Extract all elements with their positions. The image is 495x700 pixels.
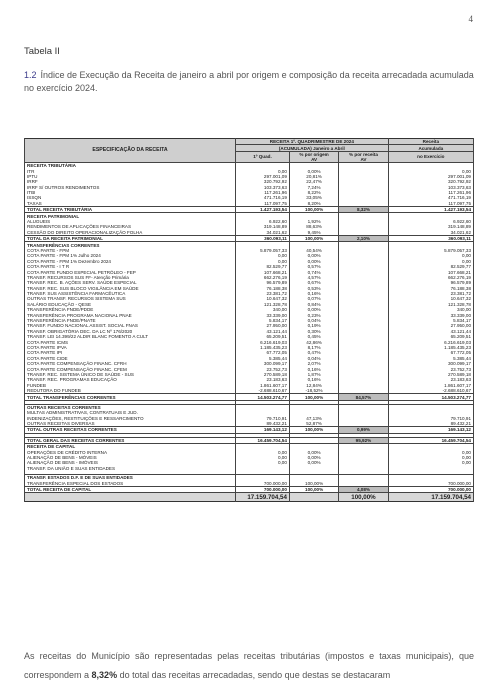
row-pct-origin: 8,17% xyxy=(289,345,338,350)
row-pct-origin: 52,87% xyxy=(289,421,338,427)
row-pct-origin: 0,47% xyxy=(289,350,338,355)
row-pct-origin: 2,07% xyxy=(289,361,338,366)
header-receita: Receita xyxy=(388,139,473,145)
header-exercicio: no Exercício xyxy=(388,151,473,162)
header-pct-origin: % por origem AV xyxy=(289,151,338,162)
header-specification: ESPECIFICAÇÃO DA RECEITA xyxy=(25,139,236,163)
row-value: 0,00 xyxy=(236,455,290,460)
row-value: 270.589,18 xyxy=(236,372,290,377)
grand-total-pct: 100,00% xyxy=(339,493,388,502)
row-value: 700.000,00 xyxy=(236,480,290,486)
row-pct-origin: 0,00% xyxy=(289,450,338,455)
row-label: TRANSFERÊNCIA ESPECIAL DOS ESTADOS xyxy=(25,480,236,486)
row-accumulated: 89.432,21 xyxy=(388,421,473,427)
table-heading: Tabela II xyxy=(24,46,60,57)
row-label: TRANSF. FUNDO NACIONAL ASSIST. SOCIAL FNAS xyxy=(25,323,236,328)
row-accumulated: 43.121,44 xyxy=(388,329,473,334)
row-pct-receita: 2,10% xyxy=(339,236,388,242)
row-value: 340,00 xyxy=(236,307,290,312)
row-pct-origin: 100,00% xyxy=(289,236,338,242)
row-label: TRANSF. ESTADOS D.F. E DE SUAS ENTIDADES xyxy=(25,475,236,481)
row-pct-origin: 100,00% xyxy=(289,394,338,400)
row-value: 471.716,19 xyxy=(236,195,290,200)
row-pct-origin: 0,45% xyxy=(289,334,338,339)
row-pct-origin: 88,63% xyxy=(289,224,338,229)
row-label: INDENIZAÇÕES, RESTITUIÇÕES E RESSARCIMENTO xyxy=(25,416,236,421)
row-label: TRANSFERÊNCIAS CORRENTES xyxy=(25,242,236,248)
row-pct-origin: 0,16% xyxy=(289,366,338,371)
row-value: -2.688.610,67 xyxy=(236,388,290,394)
revenue-table xyxy=(24,138,474,502)
row-label: TRANSFERÊNCIA PROGRAMA NACIONAL PNAE xyxy=(25,313,236,318)
row-pct-origin: 0,04% xyxy=(289,318,338,323)
row-pct-origin: 8,22% xyxy=(289,190,338,195)
section-number: 1.2 xyxy=(24,70,37,80)
row-pct-origin: 0,16% xyxy=(289,291,338,296)
row-pct-origin: 0,16% xyxy=(289,377,338,382)
row-value: 43.121,44 xyxy=(236,329,290,334)
row-pct-origin: 0,30% xyxy=(289,329,338,334)
row-pct-origin: 1,87% xyxy=(289,372,338,377)
row-accumulated: -2.688.610,67 xyxy=(388,388,473,394)
row-label: TRANSF. DA UNIÃO E SUAS ENTIDADES xyxy=(25,466,236,471)
row-label: COTA PARTE IPI xyxy=(25,350,236,355)
row-pct-origin: 0,53% xyxy=(289,286,338,291)
row-value: 121.328,78 xyxy=(236,302,290,307)
row-pct-origin: 0,00% xyxy=(289,168,338,173)
row-value: 33.339,00 xyxy=(236,313,290,318)
row-label: SALÁRIO EDUCAÇÃO - QESE xyxy=(25,302,236,307)
row-pct-origin: 100,00% xyxy=(289,480,338,486)
row-label: ALUGUEIS xyxy=(25,219,236,224)
grand-total-row xyxy=(25,493,474,502)
row-accumulated: 6.922,60 xyxy=(388,219,473,224)
row-pct-origin: 0,57% xyxy=(289,264,338,269)
row-pct-origin: 0,74% xyxy=(289,269,338,274)
row-pct-origin: 9,45% xyxy=(289,230,338,236)
row-value: 6.922,60 xyxy=(236,219,290,224)
row-label: TOTAL RECEITA TRIBUTÁRIA xyxy=(25,207,236,213)
row-label: ALIENAÇÃO DE BENS - IMÓVEIS xyxy=(25,460,236,465)
row-accumulated: 300.099,17 xyxy=(388,361,473,366)
row-accumulated: 270.589,18 xyxy=(388,372,473,377)
row-value: 297.001,09 xyxy=(236,174,290,179)
row-accumulated: 320.792,92 xyxy=(388,179,473,184)
grand-total-accum: 17.159.704,54 xyxy=(388,493,473,502)
row-label: OUTRAS RECEITAS DIVERSAS xyxy=(25,421,236,427)
row-pct-receita: 95,92% xyxy=(339,437,388,443)
header-period-sub: (ACUMULADA) Janeiro a Abril xyxy=(236,145,389,151)
row-pct-origin: 0,00% xyxy=(289,253,338,258)
row-accumulated: 14.503.274,77 xyxy=(388,394,473,400)
row-value: 1.427.193,54 xyxy=(236,207,290,213)
highlight-percent: 8,32% xyxy=(91,670,118,680)
row-accumulated: 117.261,96 xyxy=(388,190,473,195)
row-value: 1.861.607,17 xyxy=(236,383,290,388)
row-label: TOTAL RECEITA DE CAPITAL xyxy=(25,486,236,492)
row-value: 6.216.619,03 xyxy=(236,339,290,344)
row-pct-origin: 20,81% xyxy=(289,174,338,179)
row-accumulated: 65.209,51 xyxy=(388,334,473,339)
header-pct-receita: % por receita AV xyxy=(339,151,388,162)
row-label: MULTAS ADMINISTRATIVAS, CONTRATUAIS E JUD. xyxy=(25,410,236,415)
row-accumulated: 1.185.435,23 xyxy=(388,345,473,350)
row-label: ISSQN xyxy=(25,195,236,200)
row-label: ALIENAÇÃO DE BENS - MÓVEIS xyxy=(25,455,236,460)
row-pct-receita: 0,99% xyxy=(339,427,388,433)
row-label: COTA PARTE - I T R xyxy=(25,264,236,269)
header-period: RECEITA 1º. QUADRIMESTRE DE 2024 xyxy=(236,139,389,145)
row-value: 23.752,73 xyxy=(236,366,290,371)
row-label: OPERAÇÕES DE CRÉDITO INTERNA xyxy=(25,450,236,455)
row-pct-origin: 33,05% xyxy=(289,195,338,200)
row-accumulated: 34.021,62 xyxy=(388,230,473,236)
row-value: 5.879.057,33 xyxy=(236,248,290,253)
row-pct-origin: 0,00% xyxy=(289,307,338,312)
row-value: 300.099,17 xyxy=(236,361,290,366)
row-label: TRANSF. REC. PROGRAMAS EDUCAÇÃO xyxy=(25,377,236,382)
row-label: RECEITA DE CAPITAL xyxy=(25,444,236,450)
row-accumulated: 0,00 xyxy=(388,455,473,460)
row-accumulated: 5.834,17 xyxy=(388,318,473,323)
row-accumulated: 79.710,91 xyxy=(388,416,473,421)
section-subtitle-text: Índice de Execução da Receita de janeiro a abril por origem e composição da receita arrecadada acumulada no exercício 2024. xyxy=(24,70,474,93)
row-accumulated: 471.716,19 xyxy=(388,195,473,200)
row-label: COTA PARTE COMPENSAÇÃO FINANC. CFRH xyxy=(25,361,236,366)
row-accumulated: 33.339,00 xyxy=(388,313,473,318)
row-accumulated: 23.752,73 xyxy=(388,366,473,371)
row-value: 117.097,75 xyxy=(236,201,290,207)
row-value: 103.373,63 xyxy=(236,185,290,190)
row-accumulated: 169.143,12 xyxy=(388,427,473,433)
row-accumulated: 340,00 xyxy=(388,307,473,312)
row-pct-origin: 4,57% xyxy=(289,275,338,280)
row-accumulated: 700.000,00 xyxy=(388,486,473,492)
row-accumulated: 103.373,63 xyxy=(388,185,473,190)
row-accumulated: 700.000,00 xyxy=(388,480,473,486)
row-value: 23.381,72 xyxy=(236,291,290,296)
row-pct-origin: 0,67% xyxy=(289,280,338,285)
row-value: 319.148,89 xyxy=(236,224,290,229)
row-label: CESSÃO DO DIREITO OPERACIONALIZAÇÃO FOLHA xyxy=(25,230,236,236)
row-value: 34.021,62 xyxy=(236,230,290,236)
row-pct-origin: 7,24% xyxy=(289,185,338,190)
row-label: COTA PARTE - FPM xyxy=(25,248,236,253)
row-pct-origin: -18,52% xyxy=(289,388,338,394)
row-accumulated: 76.188,38 xyxy=(388,286,473,291)
row-label: TRANSF. SUS ASSISTÊNCIA FARMACÊUTICA xyxy=(25,291,236,296)
row-value: 320.792,92 xyxy=(236,179,290,184)
row-value: 360.093,11 xyxy=(236,236,290,242)
row-accumulated: 5.385,44 xyxy=(388,356,473,361)
row-value: 0,00 xyxy=(236,450,290,455)
row-accumulated: 16.459.704,54 xyxy=(388,437,473,443)
row-accumulated: 6.216.619,03 xyxy=(388,339,473,344)
row-value: 79.710,91 xyxy=(236,416,290,421)
row-label: IPTU xyxy=(25,174,236,179)
row-value: 700.000,00 xyxy=(236,486,290,492)
body-paragraph: As receitas do Município são representadas pelas receitas tributárias (impostos e taxas municipais), que correspondem a 8,32% do total das receitas arrecadadas, sendo que destas se destacaram xyxy=(24,651,474,680)
row-pct-origin: 0,84% xyxy=(289,302,338,307)
row-accumulated: 0,00 xyxy=(388,460,473,465)
row-value: 76.188,38 xyxy=(236,286,290,291)
section-subtitle xyxy=(24,69,474,94)
grand-total-value: 17.159.704,54 xyxy=(236,493,290,502)
row-label: TOTAL OUTRAS RECEITAS CORRENTES xyxy=(25,427,236,433)
row-label: COTA PARTE ICMS xyxy=(25,339,236,344)
row-label: COTA PARTE - FPM 1% Julho 2024 xyxy=(25,253,236,258)
row-pct-origin: 40,54% xyxy=(289,248,338,253)
row-label: TRANSF. REC. B. AÇÕES SERV. SAÚDE ESPECIAL xyxy=(25,280,236,285)
row-accumulated: 662.276,19 xyxy=(388,275,473,280)
table-body xyxy=(25,162,474,492)
row-pct-receita: 8,32% xyxy=(339,207,388,213)
row-pct-origin: 0,04% xyxy=(289,356,338,361)
row-label: COTA PARTE CIDE xyxy=(25,356,236,361)
row-pct-origin: 42,86% xyxy=(289,339,338,344)
row-pct-origin: 0,23% xyxy=(289,313,338,318)
row-label: TRANSF. REC. SUS BLOCO VIGILÂNCIA EM SAÚDE xyxy=(25,286,236,291)
row-value: 0,00 xyxy=(236,259,290,264)
row-accumulated: 0,00 xyxy=(388,450,473,455)
row-label: COTA PARTE - FPM 1% Dezembro 2024 xyxy=(25,259,236,264)
row-value: 117.261,96 xyxy=(236,190,290,195)
row-accumulated: 10.647,32 xyxy=(388,296,473,301)
row-pct-origin: 8,20% xyxy=(289,201,338,207)
row-label: IRRF xyxy=(25,179,236,184)
row-label: TRANSFERÊNCIA FNDE/PNATE xyxy=(25,318,236,323)
row-pct-origin: 12,84% xyxy=(289,383,338,388)
row-value: 169.143,12 xyxy=(236,427,290,433)
row-accumulated: 23.183,63 xyxy=(388,377,473,382)
row-label: ITBI xyxy=(25,190,236,195)
row-pct-origin: 1,92% xyxy=(289,219,338,224)
row-label: TRANSF. OBRIGATÓRIA DEC. DA LC Nº 176/2020 xyxy=(25,329,236,334)
row-accumulated: 0,00 xyxy=(388,253,473,258)
row-label: COTA PARTE IPVA xyxy=(25,345,236,350)
row-pct-origin: 100,00% xyxy=(289,427,338,433)
row-value: 0,00 xyxy=(236,253,290,258)
row-accumulated: 1.427.193,54 xyxy=(388,207,473,213)
row-label: REDUTORA DO FUNDEB xyxy=(25,388,236,394)
row-pct-origin: 0,00% xyxy=(289,259,338,264)
header-quad: 1º Quad. xyxy=(236,151,290,162)
header-receita-sub: Acumulada xyxy=(388,145,473,151)
row-label: RECEITA PATRIMONIAL xyxy=(25,213,236,219)
row-label: IRRF S/ OUTROS RENDIMENTOS xyxy=(25,185,236,190)
row-accumulated: 319.148,89 xyxy=(388,224,473,229)
row-accumulated: 117.097,75 xyxy=(388,201,473,207)
row-value: 1.185.435,23 xyxy=(236,345,290,350)
row-label: TOTAL DA RECEITA PATRIMONIAL xyxy=(25,236,236,242)
row-pct-origin: 47,13% xyxy=(289,416,338,421)
row-accumulated: 360.093,11 xyxy=(388,236,473,242)
row-value: 67.772,05 xyxy=(236,350,290,355)
row-label: COTA PARTE FUNDO ESPECIAL PETRÓLEO - FEP xyxy=(25,269,236,274)
row-accumulated: 5.879.057,33 xyxy=(388,248,473,253)
row-accumulated: 0,00 xyxy=(388,259,473,264)
row-accumulated: 107.668,21 xyxy=(388,269,473,274)
row-label: COTA PARTE COMPENSAÇÃO FINANC. CFEM xyxy=(25,366,236,371)
row-pct-origin: 22,47% xyxy=(289,179,338,184)
row-accumulated: 297.001,09 xyxy=(388,174,473,179)
row-value: 107.668,21 xyxy=(236,269,290,274)
row-value: 27.950,00 xyxy=(236,323,290,328)
row-label: RECEITA TRIBUTÁRIA xyxy=(25,162,236,168)
row-accumulated: 0,00 xyxy=(388,168,473,173)
row-label: TRANSF. RECURSOS SUS FF- Atenção Primária xyxy=(25,275,236,280)
row-pct-receita: 4,08% xyxy=(339,486,388,492)
row-value: 89.432,21 xyxy=(236,421,290,427)
row-value: 0,00 xyxy=(236,460,290,465)
row-pct-origin: 100,00% xyxy=(289,486,338,492)
row-value: 16.459.704,54 xyxy=(236,437,290,443)
row-value: 65.209,51 xyxy=(236,334,290,339)
row-accumulated: 121.328,78 xyxy=(388,302,473,307)
row-pct-origin: 0,00% xyxy=(289,460,338,465)
row-accumulated: 96.579,89 xyxy=(388,280,473,285)
row-accumulated: 23.381,72 xyxy=(388,291,473,296)
row-accumulated: 67.772,05 xyxy=(388,350,473,355)
row-value: 23.183,63 xyxy=(236,377,290,382)
grand-total-label xyxy=(25,493,236,502)
row-label: TOTAL TRANSFERÊNCIAS CORRENTES xyxy=(25,394,236,400)
row-label: TOTAL GERAL DAS RECEITAS CORRENTES xyxy=(25,437,236,443)
row-accumulated: 27.950,00 xyxy=(388,323,473,328)
row-pct-origin: 100,00% xyxy=(289,207,338,213)
row-accumulated: 82.529,77 xyxy=(388,264,473,269)
row-value: 0,00 xyxy=(236,168,290,173)
row-label: TRANSF. REC. SISTEMA ÚNICO DE SAÚDE - SUS xyxy=(25,372,236,377)
row-pct-receita: 84,57% xyxy=(339,394,388,400)
row-label: TRANSF. LEI 14.399/22 ALDIR BLANC FOMENTO A CULT xyxy=(25,334,236,339)
row-label: ITR xyxy=(25,168,236,173)
row-pct-origin: 0,00% xyxy=(289,455,338,460)
row-pct-origin: 0,19% xyxy=(289,323,338,328)
row-value: 10.647,32 xyxy=(236,296,290,301)
row-value: 82.529,77 xyxy=(236,264,290,269)
row-label: OUTRAS TRANSF. RECURSOS SISTEMA SUS xyxy=(25,296,236,301)
row-label: RENDIMENTOS DE APLICAÇÕES FINANCEIRAS xyxy=(25,224,236,229)
row-value: 5.385,44 xyxy=(236,356,290,361)
row-label: OUTRAS RECEITAS CORRENTES xyxy=(25,404,236,410)
row-value: 662.276,19 xyxy=(236,275,290,280)
row-value: 5.834,17 xyxy=(236,318,290,323)
page-number: 4 xyxy=(468,14,473,24)
row-value: 14.503.274,77 xyxy=(236,394,290,400)
row-label: TAXAS xyxy=(25,201,236,207)
row-value: 96.579,89 xyxy=(236,280,290,285)
row-accumulated: 1.861.607,17 xyxy=(388,383,473,388)
row-label: FUNDEB xyxy=(25,383,236,388)
row-label: TRANSFERÊNCIA FNDE/PDDE xyxy=(25,307,236,312)
row-pct-origin: 0,07% xyxy=(289,296,338,301)
